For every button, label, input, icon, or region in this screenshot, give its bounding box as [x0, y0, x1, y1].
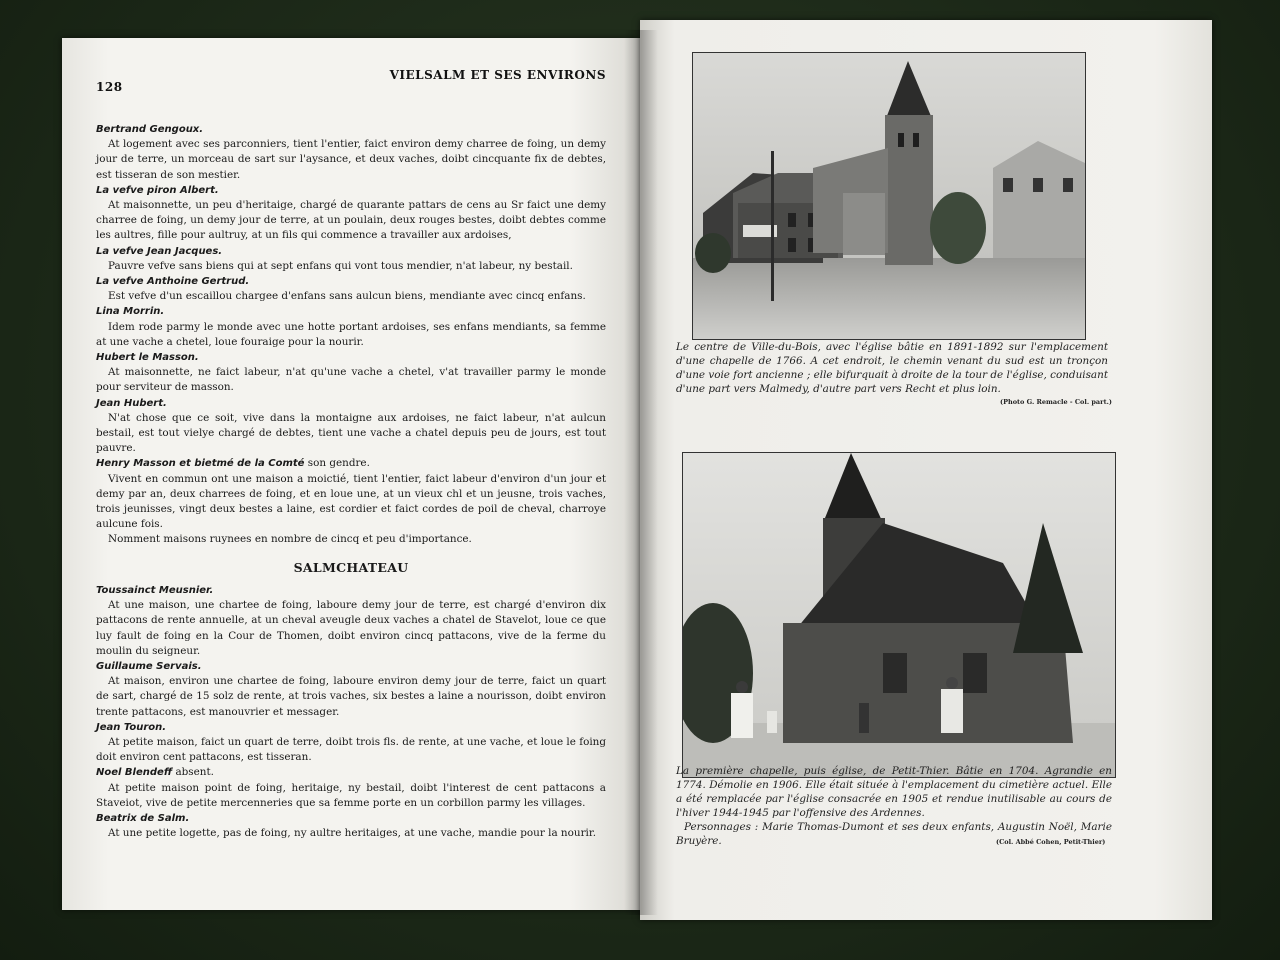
entry-name — [96, 274, 606, 289]
left-page — [62, 38, 640, 910]
entry-name — [96, 811, 606, 826]
running-head: VIELSALM ET SES ENVIRONS — [389, 68, 606, 82]
entry-name — [96, 350, 606, 365]
entry-name-suffix: absent. — [172, 766, 214, 779]
entry-name-text: Guillaume Servais. — [96, 660, 202, 672]
entry-body: Pauvre vefve sans biens qui at sept enfans qui vont tous mendier, n'at labeur, ny bestail. — [108, 259, 573, 272]
entry-body: Est vefve d'un escaillou chargee d'enfans sans aulcun biens, mendiante avec cincq enfans. — [108, 290, 586, 303]
entry-body: Idem rode parmy le monde avec une hotte portant ardoises, ses enfans mendiants, sa femme at une vache a chetel, loue fouraige pour la nourir. — [96, 320, 606, 348]
entry-body: At maisonnette, un peu d'heritaige, chargé de quarante pattars de cens au Sr faict une demy charree de foing, un demy jour de terre, at un poulain, deux rouges bestes, doibt debtes comme les aultres, fille pour aultruy, at un fils qui commence a travailler aux ardoises, — [96, 199, 606, 242]
entry-name — [96, 304, 606, 319]
page-header — [96, 68, 606, 92]
photo2-credit: (Col. Abbé Cohen, Petit-Thier) — [996, 838, 1106, 846]
entry-name-text: Beatrix de Salm. — [96, 812, 190, 824]
entry-body: Vivent en commun ont une maison a moictié, tient l'entier, faict labeur d'environ d'un jour et demy par an, deux charrees de foing, et en loue une, at un vieux chl et un jeusne, trois vaches, trois jeunisses, vingt deux bestes a laine, est cordier et faict cordes de poil de cheval, charroye aulcune fois. — [96, 472, 606, 531]
chapel-photo-petit-thier — [682, 452, 1116, 778]
entry-name-suffix: son gendre. — [304, 457, 370, 470]
section-title: SALMCHATEAU — [293, 559, 409, 575]
entry-name-text: Jean Hubert. — [96, 397, 167, 409]
entry-name — [96, 122, 606, 137]
entry-name-text: Henry Masson et bietmé de la Comté — [96, 458, 305, 470]
open-book — [62, 20, 1212, 920]
entry-name — [96, 456, 606, 471]
entry-name — [96, 765, 606, 780]
entry-name-text: Toussainct Meusnier. — [96, 584, 214, 596]
entry-body: At logement avec ses parconniers, tient l'entier, faict environ demy charree de foing, un demy jour de terre, un morceau de sart sur l'aysance, et deux vaches, doibt cincquante fix de debtes, est tisseran de son mestier. — [96, 138, 606, 181]
entry-body: At une petite logette, pas de foing, ny aultre heritaiges, at une vache, mandie pour la nourir. — [108, 827, 596, 840]
photo2-caption-main: La première chapelle, puis église, de Petit-Thier. Bâtie en 1704. Agrandie en 1774. Démolie en 1906. Elle était située à l'emplacement du cimetière actuel. Elle a été remplacée par l'église consacrée en 1905 et rendue inutilisable au cours de l'hiver 1944-1945 par l'offensive des Ardennes. — [676, 765, 1112, 819]
entry-body: At maison, environ une chartee de foing, laboure environ demy jour de terre, faict un quart de sart, chargé de 15 solz de rente, at trois vaches, six bestes a laine a nourisson, doibt environ trente pattacons, est manouvrier et messager. — [96, 675, 606, 718]
church-photo-ville-du-bois — [692, 52, 1086, 340]
entry-body: At petite maison point de foing, heritaige, ny bestail, doibt l'interest de cent pattacons a Staveiot, vive de petite mercenneries que sa femme porte en un corbillon parmy les villages. — [96, 781, 606, 809]
entry-name — [96, 396, 606, 411]
entry-name — [96, 583, 606, 598]
photo2-caption — [676, 764, 1112, 848]
entry-name-text: Jean Touron. — [96, 721, 167, 733]
entry-name-text: La vefve Anthoine Gertrud. — [96, 276, 250, 288]
entry-name — [96, 244, 606, 259]
entry-name — [96, 183, 606, 198]
photo1-credit: (Photo G. Remacle - Col. part.) — [1000, 398, 1112, 406]
entry-name — [96, 720, 606, 735]
book-gutter — [624, 30, 658, 915]
photo2-caption-persons: Personnages : Marie Thomas-Dumont et ses deux enfants, Augustin Noël, Marie Bruyère. — [676, 821, 1112, 847]
entry-name-text: Lina Morrin. — [96, 306, 165, 318]
body-text — [96, 122, 606, 841]
right-page — [640, 20, 1212, 920]
entry-body: N'at chose que ce soit, vive dans la montaigne aux ardoises, ne faict labeur, n'at aulcun bestail, est tout vielye chargé de debtes, tient une vache a chatel depuis peu de jours, est tout pauvre. — [96, 411, 606, 455]
entry-body: At maisonnette, ne faict labeur, n'at qu'une vache a chetel, v'at travailler parmy le monde pour serviteur de masson. — [96, 366, 606, 394]
entry-body: At petite maison, faict un quart de terre, doibt trois fls. de rente, at une vache, et loue le foing doit environ cent pattacons, est tisseran. — [96, 735, 606, 764]
entry-name-text: Hubert le Masson. — [96, 352, 199, 364]
entry-name-text: Bertrand Gengoux. — [96, 124, 204, 135]
entry-name-text: La vefve piron Albert. — [96, 184, 219, 196]
entry-name-text: Noel Blendeff — [96, 767, 173, 779]
page-number: 128 — [96, 80, 123, 94]
entry-name-text: La vefve Jean Jacques. — [96, 245, 223, 257]
photo1-caption: Le centre de Ville-du-Bois, avec l'église bâtie en 1891-1892 sur l'emplacement d'une chapelle de 1766. A cet endroit, le chemin venant du sud est un tronçon d'une voie fort ancienne ; elle bifurquait à droite de la tour de l'église, conduisant d'une part vers Malmedy, d'autre part vers Recht et plus loin. — [676, 341, 1108, 395]
entry-name — [96, 659, 606, 674]
entry-body: At une maison, une chartee de foing, laboure demy jour de terre, est chargé d'environ dix pattacons de rente annuelle, at un cheval aveugle deux vaches a chatel de Stavelot, loue ce que luy fault de foing en la Cour de Thomen, doibt environ cincq pattacons, vive de la ferme du moulin du seigneur. — [96, 599, 606, 657]
entry-body-extra: Nomment maisons ruynees en nombre de cincq et peu d'importance. — [108, 533, 472, 546]
